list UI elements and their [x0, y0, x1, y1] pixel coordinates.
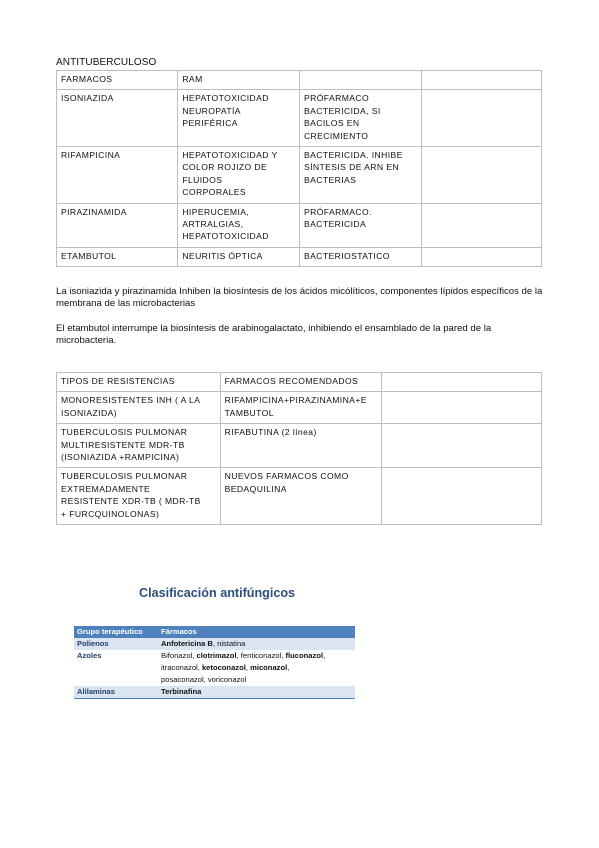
antituberculoso-table-cell: RIFAMPICINA [57, 147, 178, 204]
antifungal-group: Polienos [74, 638, 158, 650]
antifungal-drug: , [287, 663, 290, 672]
resistance-table-cell [382, 392, 542, 424]
antifungal-drugs [158, 638, 355, 650]
resistance-table-cell: RIFAMPICINA+PIRAZINAMINA+E TAMBUTOL [220, 392, 382, 424]
antituberculoso-table-cell: PRÓFARMACO. BACTERICIDA [299, 203, 421, 247]
antifungal-drug-bold: miconazol [250, 663, 288, 672]
antituberculoso-table-cell [421, 247, 541, 266]
antituberculoso-table-cell: HEPATOTOXICIDAD NEUROPATÍA PERIFÉRICA [178, 90, 300, 147]
antituberculoso-table-row [57, 247, 542, 266]
antifungal-row [74, 650, 355, 686]
antifungal-drug-bold: clotrimazol [196, 651, 237, 660]
resistance-table-cell: TIPOS DE RESISTENCIAS [57, 373, 221, 392]
section-heading-antituberculoso: ANTITUBERCULOSO [56, 57, 157, 68]
antifungal-drug: , [245, 663, 251, 672]
resistance-table-cell: TUBERCULOSIS PULMONAR MULTIRESISTENTE MDR-TB (ISONIAZIDA +RAMPICINA) [57, 424, 221, 468]
antifungal-drug: , fenticonazol, [236, 651, 286, 660]
antituberculoso-table-cell: BACTERICIDA. INHIBE SÍNTESIS DE ARN EN BACTERIAS [299, 147, 421, 204]
antifungal-drug: posaconazol, voriconazol [161, 675, 247, 684]
antituberculoso-table-cell [421, 90, 541, 147]
resistance-table-cell: MONORESISTENTES INH ( A LA ISONIAZIDA) [57, 392, 221, 424]
resistance-table-row [57, 468, 542, 525]
antituberculoso-table-cell: FARMACOS [57, 71, 178, 90]
antituberculoso-table-cell [421, 147, 541, 204]
resistance-table [56, 372, 542, 525]
antifungal-group: Alilaminas [74, 686, 158, 699]
antifungal-drugs [158, 650, 355, 686]
resistance-table-cell [382, 424, 542, 468]
antifungal-drug: itraconazol, [161, 663, 202, 672]
resistance-table-cell: NUEVOS FARMACOS COMO BEDAQUILINA [220, 468, 382, 525]
antituberculoso-table-cell: HIPERUCEMIA, ARTRALGIAS, HEPATOTOXICIDAD [178, 203, 300, 247]
antituberculoso-table-row [57, 203, 542, 247]
antifungal-drugs [158, 686, 355, 699]
antituberculoso-table-cell [421, 203, 541, 247]
antifungal-header-drugs: Fármacos [158, 626, 355, 638]
antituberculoso-table-cell: PRÓFARMACO BACTERICIDA, SI BACILOS EN CRECIMIENTO [299, 90, 421, 147]
antituberculoso-table-cell [421, 71, 541, 90]
antituberculoso-table-cell: ISONIAZIDA [57, 90, 178, 147]
resistance-table-cell: RIFABUTINA (2 línea) [220, 424, 382, 468]
antituberculoso-table-row [57, 147, 542, 204]
antituberculoso-table-cell: HEPATOTOXICIDAD Y COLOR ROJIZO DE FLUIDOS CORPORALES [178, 147, 300, 204]
resistance-table-cell: TUBERCULOSIS PULMONAR EXTREMADAMENTE RESISTENTE XDR-TB ( MDR-TB + FURCQUINOLONAS) [57, 468, 221, 525]
antituberculoso-table-cell: BACTERIOSTATICO [299, 247, 421, 266]
paragraph-etambutol: El etambutol interrumpe la biosíntesis de arabinogalactato, inhibiendo el ensamblado de la pared de la microbacteria. [56, 323, 492, 347]
antituberculoso-table-cell: PIRAZINAMIDA [57, 203, 178, 247]
antituberculoso-table-cell: RAM [178, 71, 300, 90]
paragraph-isoniazida: La isoniazida y pirazinamida Inhiben la biosíntesis de los ácidos micólíticos, componentes lípidos específicos de la membrana de las microbacterias [56, 286, 543, 310]
antifungal-drug: , [323, 651, 326, 660]
antituberculoso-table-cell: ETAMBUTOL [57, 247, 178, 266]
resistance-table-cell [382, 468, 542, 525]
antifungal-drug: , nistatina [212, 639, 246, 648]
antituberculoso-table-row [57, 71, 542, 90]
antifungal-drug-bold: Terbinafina [161, 687, 202, 696]
antituberculoso-table-cell: NEURITIS ÓPTICA [178, 247, 300, 266]
antifungal-row [74, 686, 355, 699]
antifungal-drug-bold: ketoconazol [201, 663, 246, 672]
resistance-table-cell: FARMACOS RECOMENDADOS [220, 373, 382, 392]
antifungal-group: Azoles [74, 650, 158, 686]
antifungal-table [74, 626, 355, 699]
antituberculoso-table-row [57, 90, 542, 147]
resistance-table-row [57, 424, 542, 468]
resistance-table-cell [382, 373, 542, 392]
resistance-table-row [57, 392, 542, 424]
resistance-table-row [57, 373, 542, 392]
antituberculoso-table [56, 70, 542, 267]
antifungal-drug-bold: fluconazol [285, 651, 324, 660]
antifungal-title: Clasificación antifúngicos [139, 586, 296, 600]
antifungal-drug-bold: Anfotericina B [161, 639, 213, 648]
antifungal-row [74, 638, 355, 650]
antifungal-header-row [74, 626, 355, 638]
antifungal-drug: Bifonazol, [161, 651, 197, 660]
antituberculoso-table-cell [299, 71, 421, 90]
antifungal-header-group: Grupo terapéutico [74, 626, 158, 638]
